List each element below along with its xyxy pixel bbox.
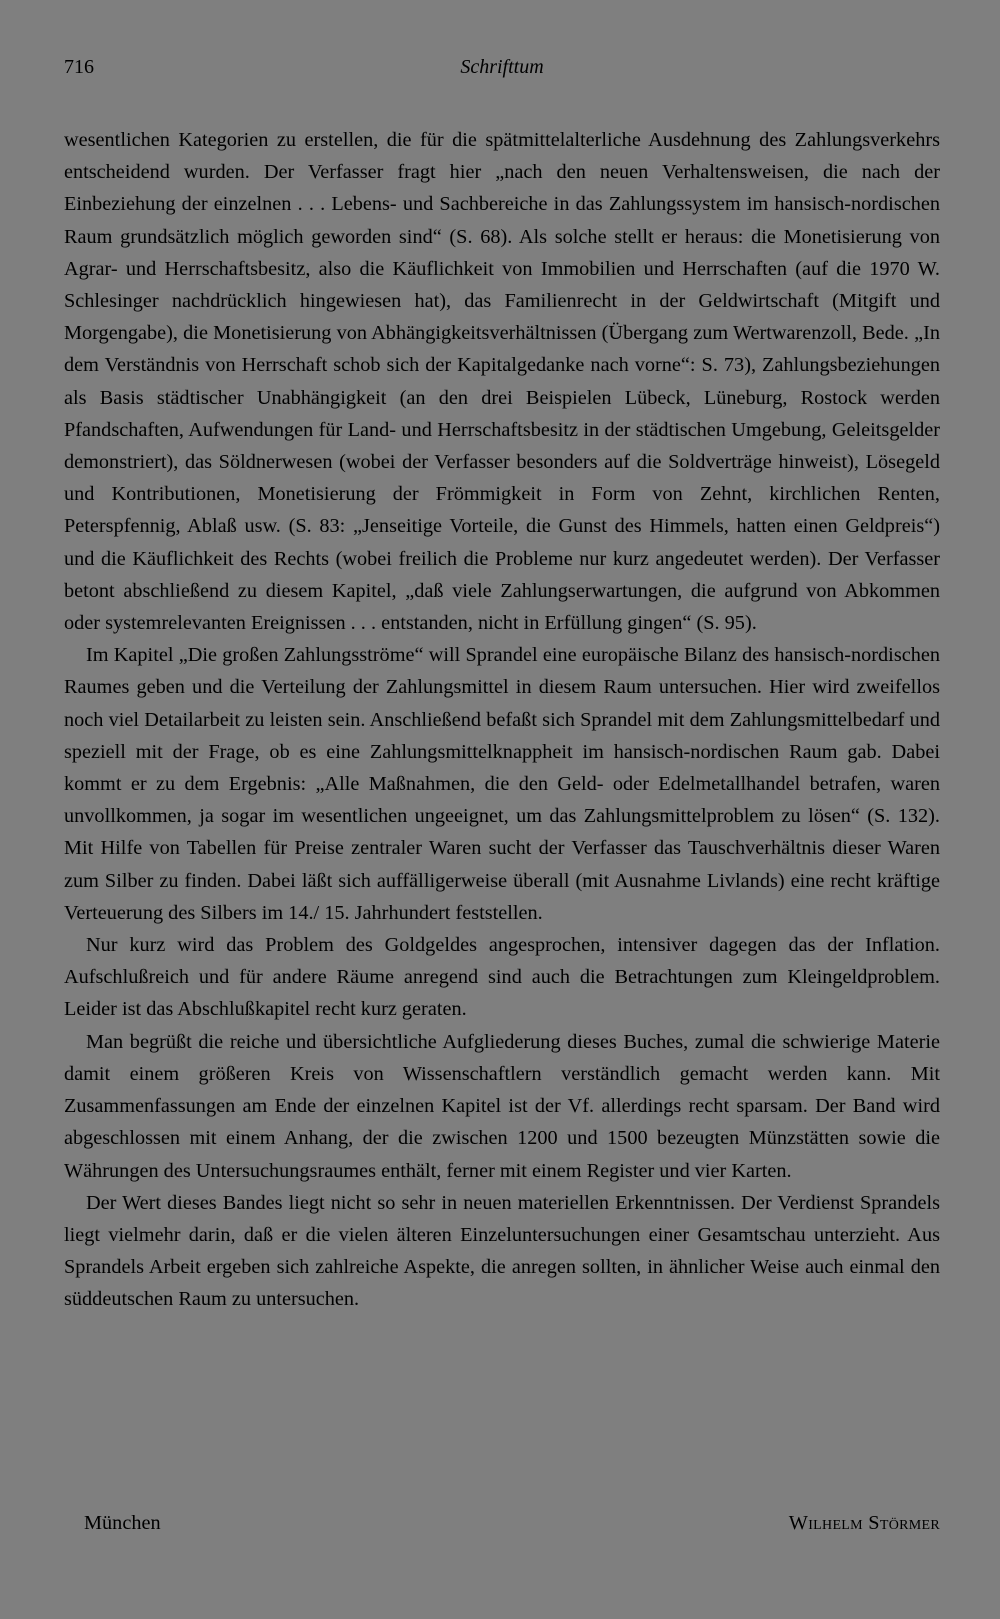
signature-place: München — [84, 1512, 161, 1534]
paragraph: Im Kapitel „Die großen Zahlungsströme“ will Sprandel eine europäische Bilanz des hansisch-nordischen Raumes geben und die Verteilung der Zahlungsmittel in diesem Raum untersuchen. Hier wird zweifellos noch viel Detailarbeit zu leisten sein. Anschließend befaßt sich Sprandel mit dem Zahlungsmittelbedarf und speziell mit der Frage, ob es eine Zahlungsmittelknappheit im hansisch-nordischen Raum gab. Dabei kommt er zu dem Ergebnis: „Alle Maßnahmen, die den Geld- oder Edelmetallhandel betrafen, waren unvollkommen, ja sogar im wesentlichen ungeeignet, um das Zahlungsmittelproblem zu lösen“ (S. 132). Mit Hilfe von Tabellen für Preise zentraler Waren sucht der Verfasser das Tauschverhältnis dieser Waren zum Silber zu finden. Dabei läßt sich auffälligerweise überall (mit Ausnahme Livlands) eine recht kräftige Verteuerung des Silbers im 14./ 15. Jahrhundert feststellen. — [64, 644, 940, 924]
signature-author: Wilhelm Störmer — [788, 1512, 940, 1534]
page-header — [64, 56, 940, 86]
paragraph: Man begrüßt die reiche und übersichtliche Aufgliederung dieses Buches, zumal die schwierige Materie damit einem größeren Kreis von Wissenschaftlern verständlich gemacht werden kann. Mit Zusammenfassungen am Ende der einzelnen Kapitel ist der Vf. allerdings recht sparsam. Der Band wird abgeschlossen mit einem Anhang, der die zwischen 1200 und 1500 bezeugten Münzstätten sowie die Währungen des Untersuchungsraumes enthält, ferner mit einem Register und vier Karten. — [64, 1030, 940, 1182]
running-title: Schrifttum — [460, 56, 544, 78]
page-number: 716 — [64, 56, 94, 78]
body-text — [64, 124, 940, 1316]
paragraph-continued: wesentlichen Kategorien zu erstellen, die für die spätmittelalterliche Ausdehnung des Zahlungsverkehrs entscheidend wurden. Der Verfasser fragt hier „nach den neuen Verhaltensweisen, die nach der Einbeziehung der einzelnen . . . Lebens- und Sachbereiche in das Zahlungssystem im hansisch-nordischen Raum grundsätzlich möglich geworden sind“ (S. 68). Als solche stellt er heraus: die Monetisierung von Agrar- und Herrschaftsbesitz, also die Käuflichkeit von Immobilien und Herrschaften (auf die 1970 W. Schlesinger nachdrücklich hingewiesen hat), das Familienrecht in der Geldwirtschaft (Mitgift und Morgengabe), die Monetisierung von Abhängigkeitsverhältnissen (Übergang zum Wertwarenzoll, Bede. „In dem Verständnis von Herrschaft schob sich der Kapitalgedanke nach vorne“: S. 73), Zahlungsbeziehungen als Basis städtischer Unabhängigkeit (an den drei Beispielen Lübeck, Lüneburg, Rostock werden Pfandschaften, Aufwendungen für Land- und Herrschaftsbesitz in der städtischen Umgebung, Geleitsgelder demonstriert), das Söldnerwesen (wobei der Verfasser besonders auf die Soldverträge hinweist), Lösegeld und Kontributionen, Monetisierung der Frömmigkeit in Form von Zehnt, kirchlichen Renten, Peterspfennig, Ablaß usw. (S. 83: „Jenseitige Vorteile, die Gunst des Himmels, hatten einen Geldpreis“) und die Käuflichkeit des Rechts (wobei freilich die Probleme nur kurz angedeutet werden). Der Verfasser betont abschließend zu diesem Kapitel, „daß viele Zahlungserwartungen, die aufgrund von Abkommen oder systemrelevanten Ereignissen . . . entstanden, nicht in Erfüllung gingen“ (S. 95). — [64, 129, 940, 635]
signature-line — [84, 1512, 940, 1546]
paragraph: Nur kurz wird das Problem des Goldgeldes angesprochen, intensiver dagegen das der Inflation. Aufschlußreich und für andere Räume anregend sind auch die Betrachtungen zum Kleingeldproblem. Leider ist das Abschlußkapitel recht kurz geraten. — [64, 934, 940, 1021]
paragraph: Der Wert dieses Bandes liegt nicht so sehr in neuen materiellen Erkenntnissen. Der Verdienst Sprandels liegt vielmehr darin, daß er die vielen älteren Einzeluntersuchungen einer Gesamtschau unterzieht. Aus Sprandels Arbeit ergeben sich zahlreiche Aspekte, die anregen sollten, in ähnlicher Weise auch einmal den süddeutschen Raum zu untersuchen. — [64, 1191, 940, 1311]
